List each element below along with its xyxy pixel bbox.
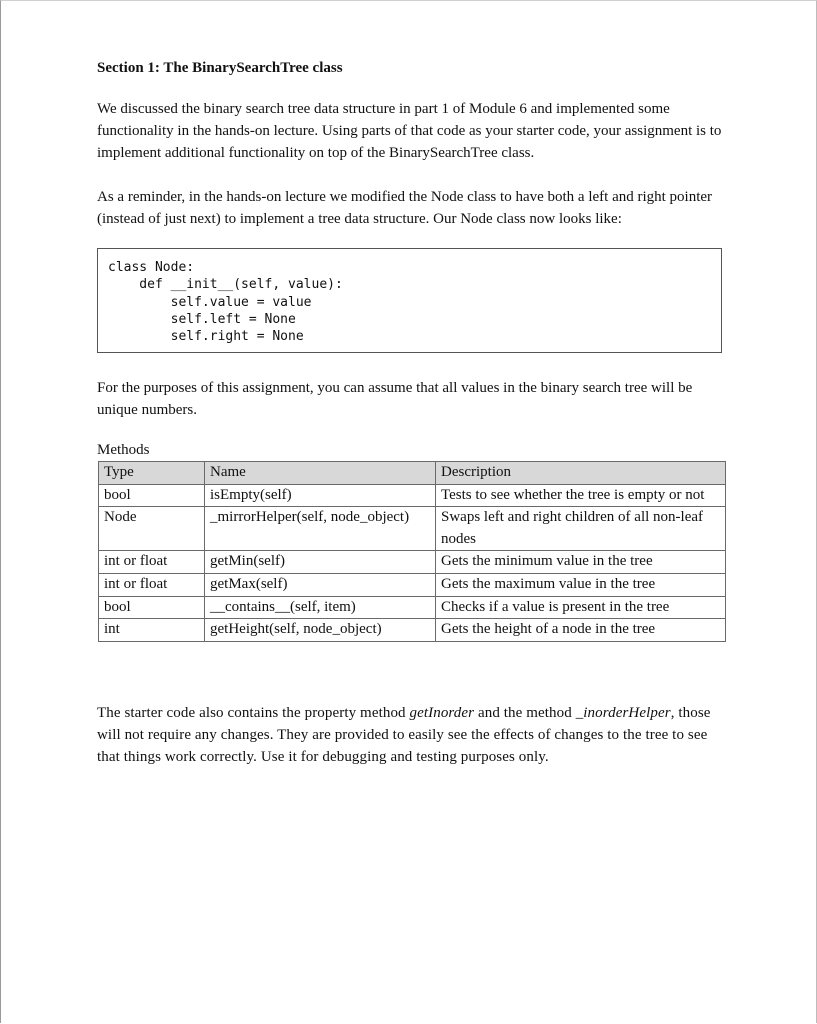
cell-name: getMax(self) [205,573,436,596]
cell-name: getMin(self) [205,551,436,574]
assumption-paragraph [97,377,729,421]
methods-table [98,461,726,642]
starter-code-paragraph-text [97,702,729,768]
starter-text-part3: , those will not require any changes. They are provided to easily see the effects of changes to the tree to see that things work correctly. Use it for debugging and testing purposes only. [97,705,711,765]
reminder-paragraph-text: As a reminder, in the hands-on lecture we modified the Node class to have both a left and right pointer (instead of just next) to implement a tree data structure. Our Node class now looks like: [97,189,713,227]
header-type: Type [99,462,205,485]
node-class-code: class Node: def __init__(self, value): self.value = value self.left = None self.right = None [108,260,343,345]
starter-text-part2: and the method [474,705,576,721]
cell-description: Tests to see whether the tree is empty or not [436,484,726,507]
table-row [99,596,726,619]
cell-description: Gets the minimum value in the tree [436,551,726,574]
cell-type: bool [99,596,205,619]
method-getinorder: getInorder [409,705,475,721]
cell-type: int or float [99,573,205,596]
header-description: Description [436,462,726,485]
starter-text-part1: The starter code also contains the property method [97,705,410,721]
table-row [99,619,726,642]
table-row [99,551,726,574]
methods-caption: Methods [97,442,150,458]
cell-name: __contains__(self, item) [205,596,436,619]
method-inorderhelper: _inorderHelper [575,705,671,721]
cell-name: _mirrorHelper(self, node_object) [205,507,436,551]
table-row [99,507,726,551]
cell-type: int or float [99,551,205,574]
table-row [99,484,726,507]
cell-description: Gets the maximum value in the tree [436,573,726,596]
table-row [99,573,726,596]
methods-table-header-row [99,462,726,485]
node-class-code-block [97,248,722,353]
intro-paragraph [97,98,729,164]
assumption-paragraph-text: For the purposes of this assignment, you can assume that all values in the binary search tree will be unique numbers. [97,380,693,418]
cell-description: Gets the height of a node in the tree [436,619,726,642]
cell-description: Checks if a value is present in the tree [436,596,726,619]
reminder-paragraph [97,186,729,230]
cell-type: int [99,619,205,642]
cell-name: isEmpty(self) [205,484,436,507]
intro-paragraph-text: We discussed the binary search tree data structure in part 1 of Module 6 and implemented some functionality in the hands-on lecture. Using parts of that code as your starter code, your assignment is to implement additional functionality on top of the BinarySearchTree class. [97,101,722,161]
cell-name: getHeight(self, node_object) [205,619,436,642]
cell-type: Node [99,507,205,551]
section-heading: Section 1: The BinarySearchTree class [97,60,343,76]
cell-type: bool [99,484,205,507]
starter-code-paragraph [97,702,729,768]
header-name: Name [205,462,436,485]
cell-description: Swaps left and right children of all non-leaf nodes [436,507,726,551]
